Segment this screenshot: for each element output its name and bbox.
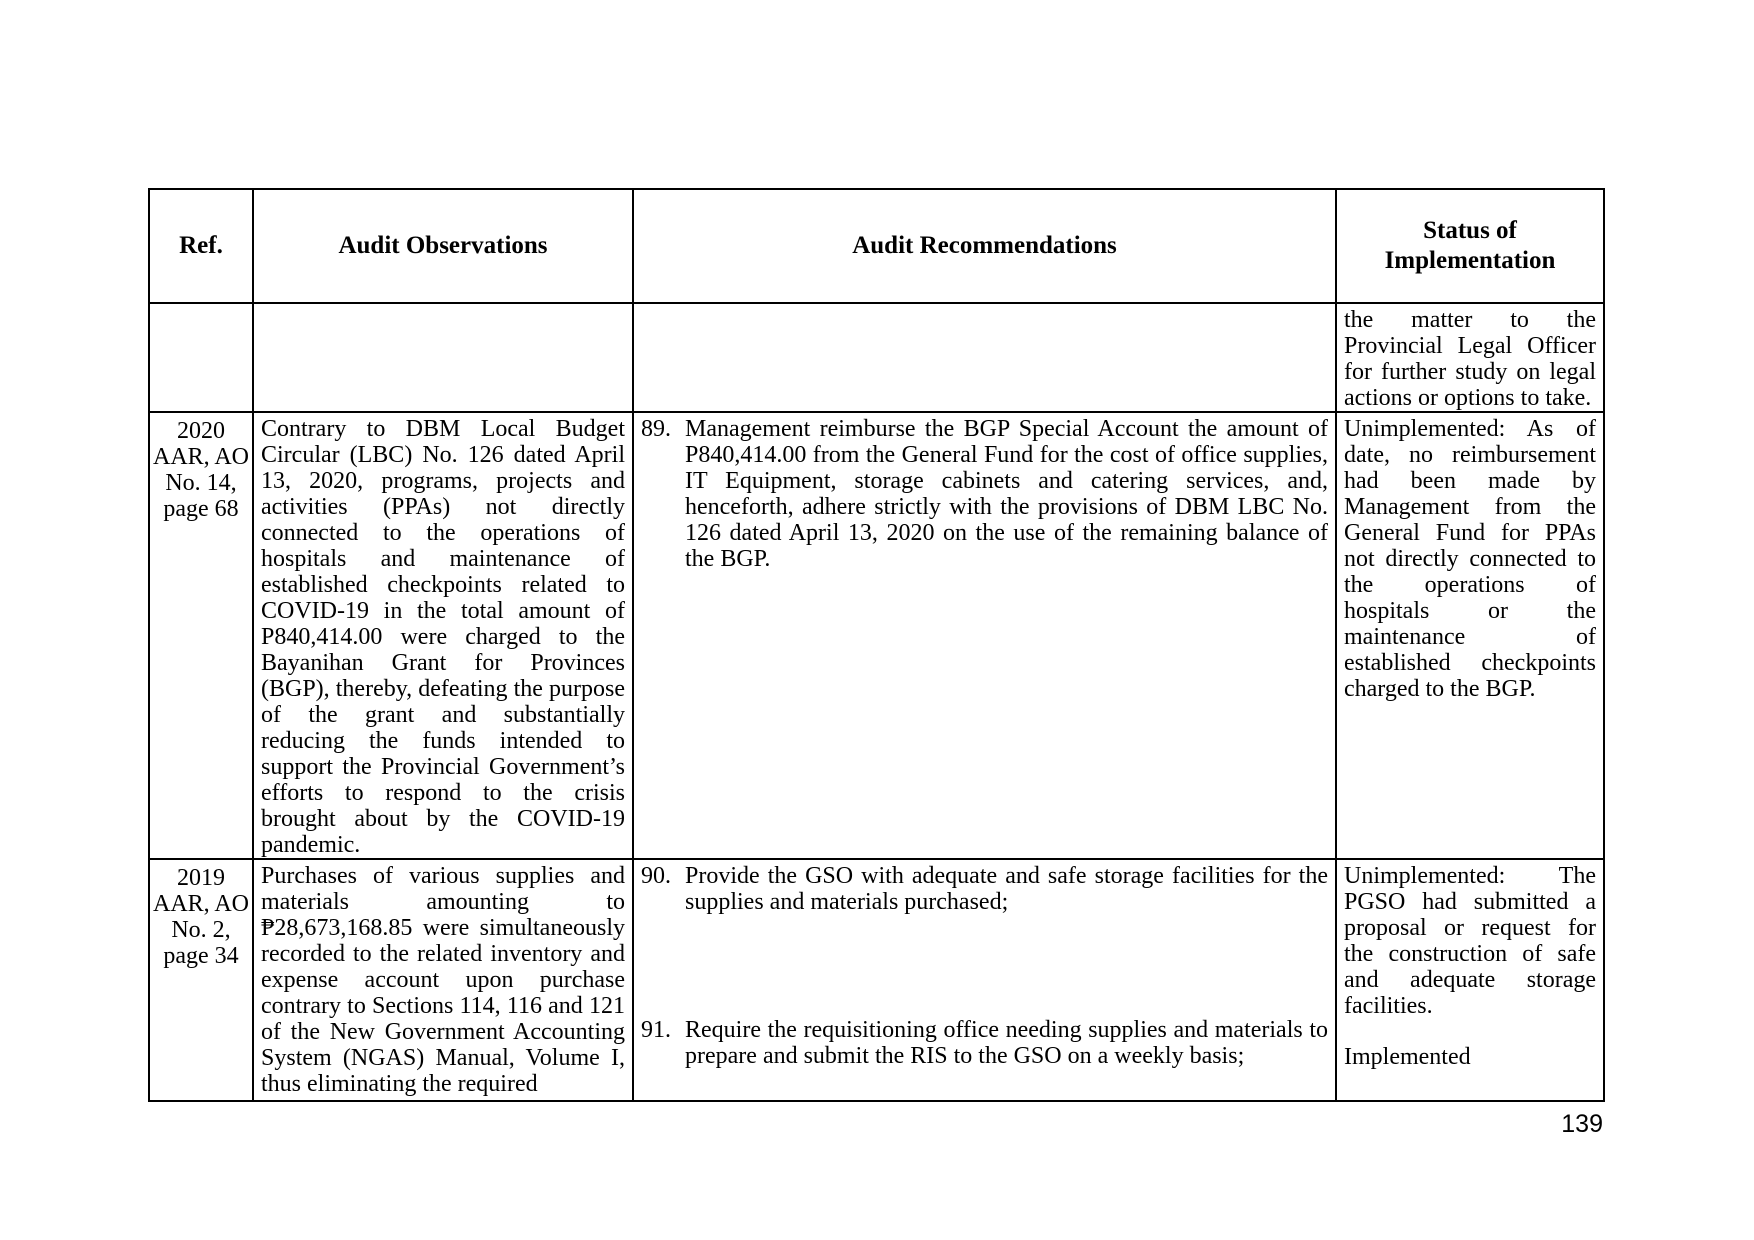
table-row-2019-aar [149,859,1604,1101]
status-cell [1336,412,1604,859]
observation-cell [253,859,633,1101]
status-text: Unimplemented: The PGSO had submitted a proposal or request for the construction of safe and adequate storage facilities. [1344,863,1596,1019]
recommendation-item-89 [641,416,1328,572]
header-audit-observations: Audit Observations [253,189,633,303]
table-header-row [149,189,1604,303]
status-cell [1336,303,1604,412]
observation-text: Contrary to DBM Local Budget Circular (LBC) No. 126 dated April 13, 2020, programs, projects and activities (PPAs) not directly connected to the operations of hospitals and maintenance of established checkpoints related to COVID-19 in the total amount of P840,414.00 were charged to the Bayanihan Grant for Provinces (BGP), thereby, defeating the purpose of the grant and substantially reducing the funds intended to support the Provincial Government’s efforts to respond to the crisis brought about by the COVID-19 pandemic. [261,416,625,858]
recommendation-number: 90. [641,863,671,889]
recommendations-cell [633,412,1336,859]
observation-text: Purchases of various supplies and materials amounting to ₱28,673,168.85 were simultaneously recorded to the related inventory and expense account upon purchase contrary to Sections 114, 116 and 121 of the New Government Accounting System (NGAS) Manual, Volume I, thus eliminating the required [261,863,625,1097]
recommendation-text: Management reimburse the BGP Special Account the amount of P840,414.00 from the General Fund for the cost of office supplies, IT Equipment, storage cabinets and catering services, and, henceforth, adhere strictly with the provisions of DBM LBC No. 126 dated April 13, 2020 on the use of the remaining balance of the BGP. [685,416,1328,572]
recommendations-cell [633,859,1336,1101]
header-audit-recommendations: Audit Recommendations [633,189,1336,303]
ref-cell: 2019 AAR, AO No. 2, page 34 [149,859,253,1101]
ref-cell [149,303,253,412]
recommendation-item-91 [641,1017,1328,1069]
status-text-implemented: Implemented [1344,1044,1471,1070]
recommendation-text: Provide the GSO with adequate and safe storage facilities for the supplies and materials purchased; [685,863,1328,915]
table-row-continuation [149,303,1604,412]
recommendations-cell [633,303,1336,412]
header-ref: Ref. [149,189,253,303]
recommendation-item-90 [641,863,1328,915]
table-row-2020-aar [149,412,1604,859]
recommendation-text: Require the requisitioning office needing supplies and materials to prepare and submit the RIS to the GSO on a weekly basis; [685,1017,1328,1069]
header-status-of-implementation: Status of Implementation [1336,189,1604,303]
status-text: Unimplemented: As of date, no reimbursement had been made by Management from the General Fund for PPAs not directly connected to the operations of hospitals or the maintenance of established checkpoints charged to the BGP. [1344,416,1596,702]
recommendation-number: 91. [641,1017,671,1043]
page-number: 139 [1561,1110,1603,1138]
audit-table [148,188,1605,1102]
observation-cell [253,303,633,412]
ref-cell: 2020 AAR, AO No. 14, page 68 [149,412,253,859]
observation-cell [253,412,633,859]
recommendation-number: 89. [641,416,671,442]
status-text: the matter to the Provincial Legal Officer for further study on legal actions or options to take. [1344,307,1596,411]
status-cell [1336,859,1604,1101]
